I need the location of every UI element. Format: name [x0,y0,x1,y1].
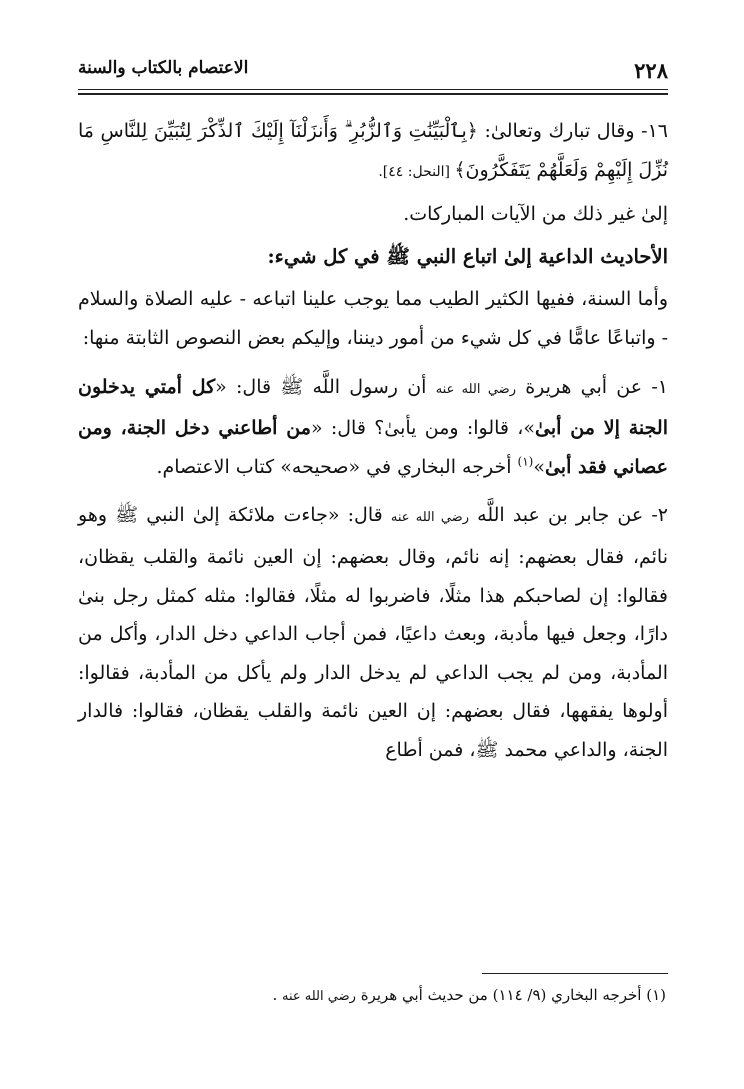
hadith-2-intro: ٢- عن جابر بن عبد اللَّه [468,504,668,527]
header-rule-thick [78,93,668,95]
ayah-reference: [النحل: ٤٤]. [378,163,455,180]
running-title: الاعتصام بالكتاب والسنة [78,58,249,78]
hadith-1-source: أخرجه البخاري في «صحيحه» كتاب الاعتصام. [156,455,518,478]
hadith-1-text-d: » [533,455,545,478]
hadith-1 [78,368,668,487]
section-heading: الأحاديث الداعية إلىٰ اتباع النبي ﷺ في كل شيء: [267,244,668,268]
hadith-1-text-c: »، قالوا: ومن يأبىٰ؟ قال: « [310,417,536,440]
quran-ayah: ﴿بِٱلْبَيِّنَٰتِ وَٱلزُّبُرِ ۗ وَأَنزَلْنَآ إِلَيْكَ ٱلذِّكْرَ لِتُبَيِّنَ لِلنَّاسِ مَا نُزِّلَ إِلَيْهِمْ وَلَعَلَّهُمْ يَتَفَكَّرُونَ﴾ [78,120,668,181]
paragraph-other-verses: إلىٰ غير ذلك من الآيات المباركات. [403,203,668,226]
header-rule-thin [78,89,668,90]
hadith-2 [78,496,668,769]
radiallahu-honorific: رضي الله عنه [390,510,469,526]
footnote-text: (١) أخرجه البخاري (٩/ ١١٤) من حديث أبي هريرة [355,986,666,1004]
radiallahu-honorific: رضي الله عنه [435,381,516,397]
page-body [78,112,668,770]
hadith-1-intro: ١- عن أبي هريرة [515,375,668,398]
footnote-end: . [272,986,282,1004]
radiallahu-honorific: رضي الله عنه [282,989,356,1004]
footnote-marker: (١) [517,454,534,469]
footnote-rule [482,973,668,974]
hadith-1-quote-1: كل أمتي يدخلون الجنة إلا من أبىٰ [78,375,668,440]
hadith-1-quote-2: من أطاعني دخل الجنة، ومن عصاني فقد أبىٰ [78,417,668,478]
paragraph-sunnah: وأما السنة، ففيها الكثير الطيب مما يوجب علينا اتباعه - عليه الصلاة والسلام - واتباعًا عامًّا في كل شيء من أمور ديننا، وإليكم بعض النصوص الثابتة منها: [78,288,668,349]
hadith-2-text: قال: «جاءت ملائكة إلىٰ النبي ﷺ وهو نائم، فقال بعضهم: إنه نائم، وقال بعضهم: إن العين نائمة والقلب يقظان، فقالوا: إن لصاحبكم هذا مثلًا، فاضربوا له مثلًا، فقالوا: مثله كمثل رجل بنىٰ دارًا، وجعل فيها مأدبة، وبعث داعيًا، فمن أجاب الداعي دخل الدار، وأكل من المأدبة، ومن لم يجب الداعي لم يدخل الدار ولم يأكل من المأدبة، فقالوا: أولوها يفقهها، فقال بعضهم: إن العين نائمة والقلب يقظان، فقالوا: فالدار الجنة، والداعي محمد ﷺ، فمن أطاع [78,504,668,761]
verse-intro: ١٦- وقال تبارك وتعالىٰ: [477,120,668,142]
page-number: ٢٢٨ [634,58,668,83]
paragraph-verse-16 [78,112,668,191]
footnote-1 [76,983,666,1009]
hadith-1-text-b: أن رسول اللَّه ﷺ قال: « [215,375,436,398]
page-header [78,56,668,92]
